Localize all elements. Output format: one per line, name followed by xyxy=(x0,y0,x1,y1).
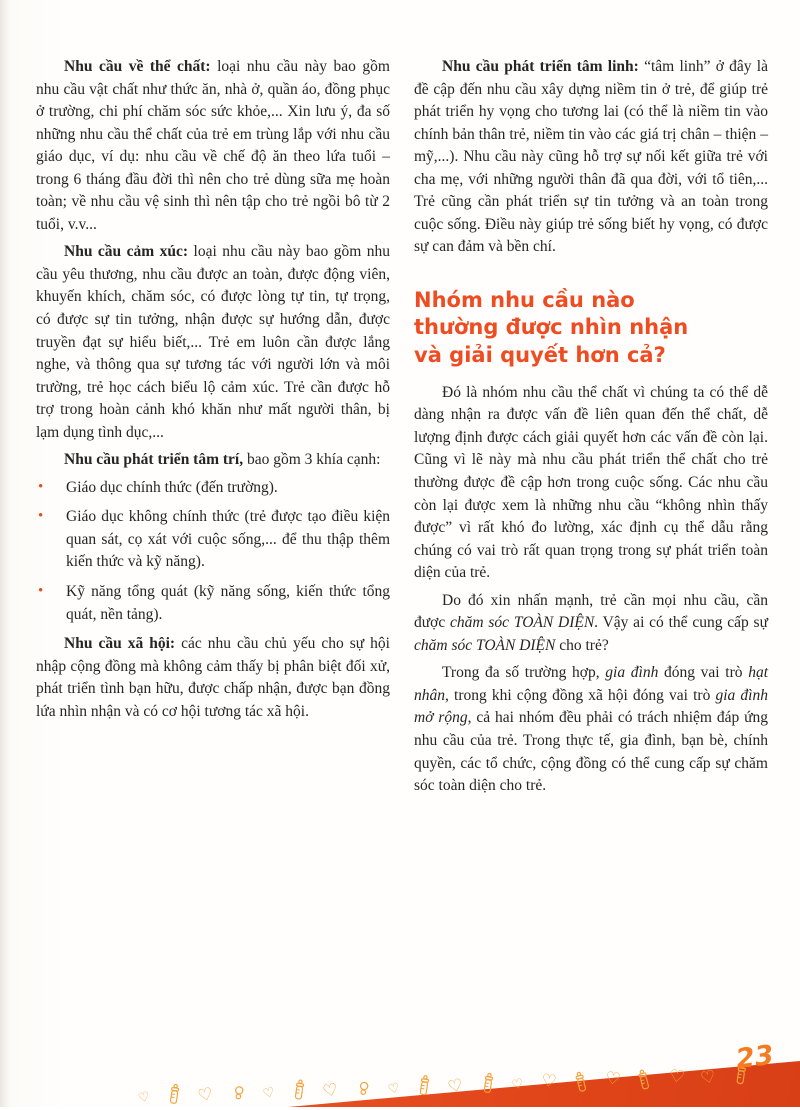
heart-icon: ♡ xyxy=(540,1072,557,1091)
paragraph xyxy=(36,449,390,472)
text-run: đóng vai trò xyxy=(658,664,748,681)
list-item xyxy=(36,477,390,500)
text-run: Nhu cầu về thể chất: xyxy=(64,58,211,75)
text-run: bao gồm 3 khía cạnh: xyxy=(243,451,380,468)
text-run: chăm sóc TOÀN DIỆN xyxy=(414,637,555,654)
text-run: . Vậy ai có thể cung cấp sự xyxy=(594,614,768,631)
text-run: Giáo dục không chính thức (trẻ được tạo điều kiện quan sát, cọ xát với cuộc sống,... để thu thập thêm kiến thức và kỹ năng). xyxy=(66,508,390,570)
paragraph xyxy=(414,382,768,585)
pacifier-icon xyxy=(355,1079,372,1096)
text-run: Nhu cầu phát triển tâm trí, xyxy=(64,451,243,468)
text-run: hạt nhân xyxy=(414,664,768,704)
bottle-icon xyxy=(166,1083,183,1107)
list-item xyxy=(36,506,390,574)
text-run: chăm sóc TOÀN DIỆN xyxy=(450,614,594,631)
text-run: gia đình xyxy=(605,664,658,681)
pacifier-icon xyxy=(230,1084,247,1101)
page-content xyxy=(36,56,768,803)
text-run: Giáo dục chính thức (đến trường). xyxy=(66,479,278,496)
text-run: Kỹ năng tổng quát (kỹ năng sống, kiến thức tổng quát, nền tảng). xyxy=(66,583,390,623)
heart-icon: ♡ xyxy=(137,1090,151,1105)
heart-icon: ♡ xyxy=(511,1077,525,1092)
text-run: Nhu cầu xã hội: xyxy=(64,635,175,652)
text-run: Đó là nhóm nhu cầu thể chất vì chúng ta có thể dễ dàng nhận ra được vấn đề liên quan đến thể chất, dễ lượng định được cách giải quyết hơn các vấn đề còn lại. Cũng vì lẽ này mà nhu cầu phát triển thể chất cho trẻ thường được đề cập hơn trong cuộc sống. Các nhu cầu còn lại được xem là những nhu cầu “không nhìn thấy được” vì rất khó đo lường, xác định cụ thể dẫu rằng chúng có vai trò rất quan trọng trong sự phát triển toàn diện của trẻ. xyxy=(414,384,768,581)
bullet-icon: • xyxy=(36,477,66,500)
bottle-icon xyxy=(571,1070,590,1095)
paragraph xyxy=(36,56,390,236)
text-run: loại nhu cầu này bao gồm nhu cầu yêu thương, nhu cầu được an toàn, được động viên, khuyến khích, chăm sóc, có được lòng tự tin, tự trọng, có được sự tin tưởng, nhận được sự hướng dẫn, được truyền đạt sự hiểu biết,... Trẻ em luôn cần được lắng nghe, và thông qua sự tương tác với người lớn và môi trường, trẻ học cách biểu lộ cảm xúc. Trẻ cần được hỗ trợ trong hoàn cảnh khó khăn như mất người thân, bị lạm dụng tình dục,... xyxy=(36,243,390,440)
paragraph xyxy=(414,56,768,259)
list-item xyxy=(36,581,390,626)
text-run: cho trẻ? xyxy=(555,637,608,654)
heart-icon: ♡ xyxy=(604,1070,621,1089)
heart-icon: ♡ xyxy=(197,1085,216,1105)
heading-line: thường được nhìn nhận xyxy=(414,314,768,341)
heart-icon: ♡ xyxy=(387,1081,401,1096)
page-number: 23 xyxy=(735,1040,776,1075)
bullet-icon: • xyxy=(36,581,66,626)
right-column xyxy=(414,56,768,803)
bottle-icon xyxy=(291,1078,308,1102)
text-run: các nhu cầu chủ yếu cho sự hội nhập cộng đồng mà không cảm thấy bị phân biệt đối xử, phát triển tình bạn hữu, được chấp nhận, được bạn đồng lứa nhìn nhận và có cơ hội tương tác xã hội. xyxy=(36,635,390,720)
text-run: Do đó xin nhấn mạnh, trẻ cần mọi nhu cầu, cần được xyxy=(414,592,768,632)
text-run: “tâm linh” ở đây là đề cập đến nhu cầu xây dựng niềm tin ở trẻ, để giúp trẻ phát triển hy vọng cho tương lai (có thể là niềm tin vào chính bản thân trẻ, niềm tin vào các giá trị chân – thiện – mỹ,...). Nhu cầu này cũng hỗ trợ sự nối kết giữa trẻ với cha mẹ, với những người thân đã qua đời, với tổ tiên,... Trẻ cũng cần phát triển sự tin tưởng và an toàn trong cuộc sống. Điều này giúp trẻ sống biết hy vọng, có được sự can đảm và bền chí. xyxy=(414,58,768,255)
bottle-icon xyxy=(480,1072,497,1096)
text-run: , cả hai nhóm đều phải có trách nhiệm đáp ứng nhu cầu của trẻ. Trong thực tế, gia đình, bạn bè, chính quyền, các tổ chức, cộng đồng có thể cung cấp sự chăm sóc toàn diện cho trẻ. xyxy=(414,709,768,794)
bottle-icon xyxy=(416,1074,433,1098)
heading-line: và giải quyết hơn cả? xyxy=(414,342,768,369)
bullet-icon: • xyxy=(36,506,66,574)
paragraph xyxy=(36,633,390,723)
list-item-text xyxy=(66,477,390,500)
left-column xyxy=(36,56,390,803)
heading-line: Nhóm nhu cầu nào xyxy=(414,287,768,314)
list-item-text xyxy=(66,581,390,626)
heart-icon: ♡ xyxy=(668,1067,685,1086)
heart-icon: ♡ xyxy=(262,1085,276,1100)
text-run: , trong khi cộng đồng xã hội đóng vai trò xyxy=(445,687,715,704)
section-heading xyxy=(414,287,768,369)
paragraph xyxy=(414,590,768,658)
text-run: loại nhu cầu này bao gồm nhu cầu vật chất như thức ăn, nhà ở, quần áo, đồng phục ở trường, chi phí chăm sóc sức khỏe,... Xin lưu ý, đa số những nhu cầu thể chất của trẻ em trùng lắp với nhu cầu giáo dục, ví dụ: nhu cầu về chế độ ăn theo lứa tuổi – trong 6 tháng đầu đời thì nên cho trẻ dùng sữa mẹ hoàn toàn; về nhu cầu vệ sinh thì nên tập cho trẻ ngồi bô từ 2 tuổi, v.v... xyxy=(36,58,390,233)
text-run: gia đình mở rộng xyxy=(414,687,768,727)
text-run: Trong đa số trường hợp, xyxy=(442,664,605,681)
text-run: Nhu cầu cảm xúc: xyxy=(64,243,188,260)
paragraph xyxy=(414,662,768,797)
heart-icon: ♡ xyxy=(699,1068,718,1088)
text-run: Nhu cầu phát triển tâm linh: xyxy=(442,58,639,75)
heart-icon: ♡ xyxy=(321,1081,340,1101)
heart-icon: ♡ xyxy=(446,1076,465,1096)
bottle-icon xyxy=(635,1068,654,1093)
list-item-text xyxy=(66,506,390,574)
paragraph xyxy=(36,241,390,444)
